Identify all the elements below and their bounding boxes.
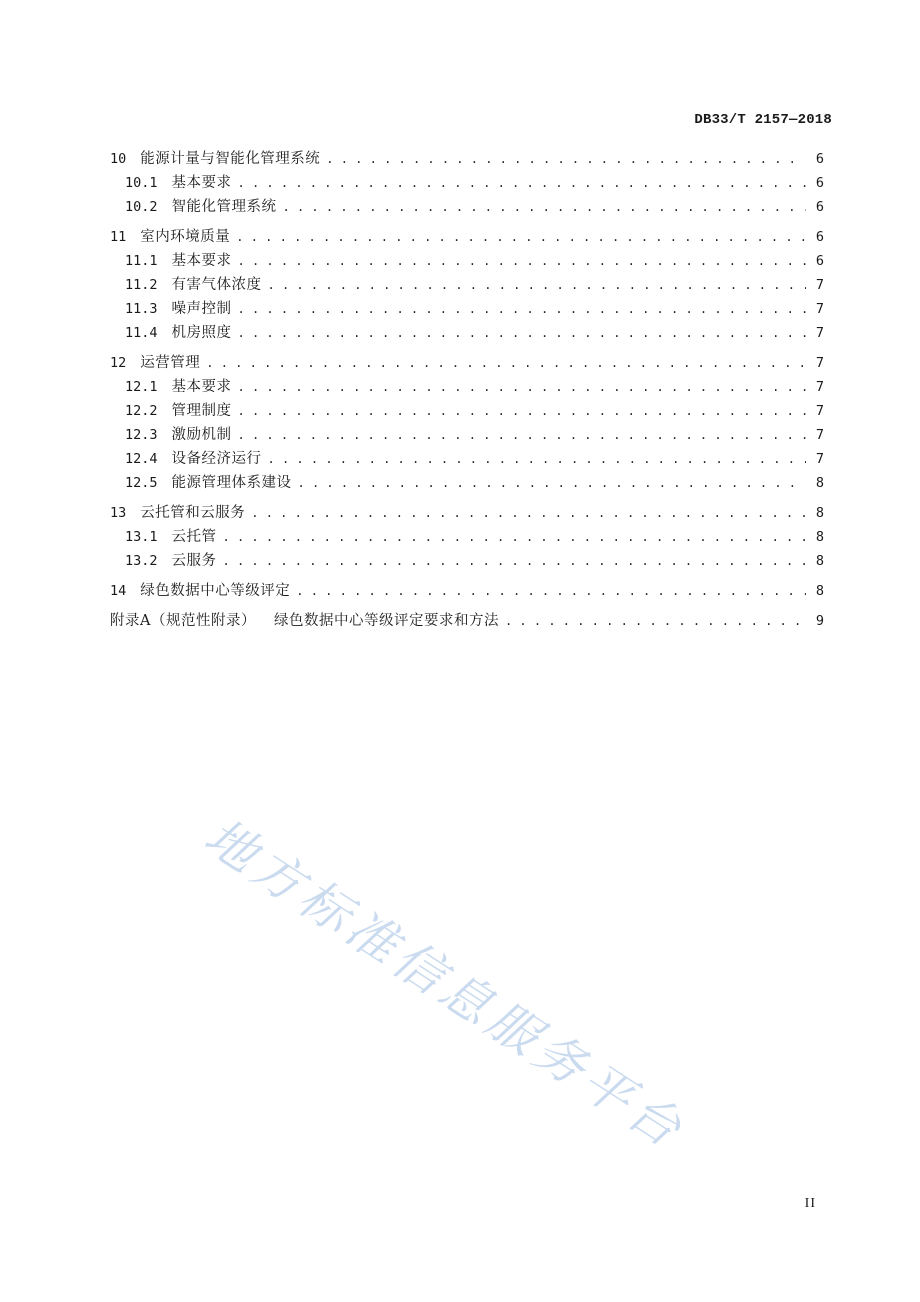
toc-number: 11.4 [125,325,158,341]
toc-page: 6 [815,151,824,167]
toc-title: 绿色数据中心等级评定要求和方法 [273,613,499,629]
toc-title: 设备经济运行 [171,451,262,467]
toc-page: 7 [815,355,824,371]
toc-entry-12-4[interactable] [110,447,824,471]
toc-number: 11.3 [125,301,158,317]
toc-entry-13[interactable] [110,501,824,525]
toc-entry-appendix-a[interactable] [110,609,824,633]
toc-leader [223,549,806,573]
toc-number: 13.2 [125,553,158,569]
toc-leader [238,375,806,399]
toc-leader [298,471,806,495]
toc-title: 智能化管理系统 [171,199,277,215]
toc-page: 8 [815,529,824,545]
toc-page: 7 [815,379,824,395]
toc-entry-10[interactable] [110,147,824,171]
toc-leader [268,273,806,297]
toc-entry-10-1[interactable] [110,171,824,195]
toc-number: 10 [110,151,127,167]
toc-page: 7 [815,451,824,467]
toc-title: 基本要求 [171,379,232,395]
toc-page: 7 [815,277,824,293]
toc-entry-11-4[interactable] [110,321,824,345]
toc-number: 12.2 [125,403,158,419]
toc-title: 云托管 [171,529,217,545]
toc-title: 基本要求 [171,253,232,269]
page-number: II [804,1196,816,1211]
toc-number: 12.5 [125,475,158,491]
toc-leader [296,579,806,603]
document-code: DB33/T 2157—2018 [694,112,832,128]
toc-page: 8 [815,475,824,491]
toc-page: 7 [815,325,824,341]
toc-entry-12-3[interactable] [110,423,824,447]
toc-title: 云托管和云服务 [140,505,246,521]
toc-entry-12[interactable] [110,351,824,375]
toc-entry-12-5[interactable] [110,471,824,495]
toc-number: 11 [110,229,127,245]
toc-leader [283,195,806,219]
toc-entry-10-2[interactable] [110,195,824,219]
toc-page: 7 [815,403,824,419]
toc-number: 12.3 [125,427,158,443]
toc-number: 11.2 [125,277,158,293]
toc-leader [238,171,806,195]
toc-entry-12-1[interactable] [110,375,824,399]
toc-entry-11-1[interactable] [110,249,824,273]
toc-leader [238,321,806,345]
toc-number: 12.4 [125,451,158,467]
toc-leader [238,399,806,423]
toc-page: 8 [815,505,824,521]
toc-page: 6 [815,253,824,269]
toc-leader [238,249,806,273]
toc-leader [326,147,806,171]
toc-entry-11-2[interactable] [110,273,824,297]
toc-leader [268,447,806,471]
toc-page: 7 [815,301,824,317]
toc-entry-13-1[interactable] [110,525,824,549]
toc-number: 12 [110,355,127,371]
toc-title: 云服务 [171,553,217,569]
toc-entry-12-2[interactable] [110,399,824,423]
toc-title: 机房照度 [171,325,232,341]
toc-leader [206,351,806,375]
toc-entry-14[interactable] [110,579,824,603]
toc-title: 管理制度 [171,403,232,419]
toc-number: 13.1 [125,529,158,545]
toc-leader [236,225,806,249]
toc-number: 10.2 [125,199,158,215]
toc-title: 有害气体浓度 [171,277,262,293]
toc-page: 6 [815,229,824,245]
toc-number: 10.1 [125,175,158,191]
toc-page: 6 [815,175,824,191]
toc-title: 运营管理 [140,355,201,371]
toc-leader [238,297,806,321]
toc-title: 能源管理体系建设 [171,475,292,491]
toc-number: 11.1 [125,253,158,269]
toc-title: 激励机制 [171,427,232,443]
toc-title: 绿色数据中心等级评定 [140,583,291,599]
toc-leader [505,609,806,633]
toc-page: 7 [815,427,824,443]
toc-page: 6 [815,199,824,215]
toc-leader [251,501,806,525]
toc-number: 14 [110,583,127,599]
toc-title: 基本要求 [171,175,232,191]
toc-page: 9 [815,613,824,629]
toc-page: 8 [815,553,824,569]
table-of-contents [110,147,824,633]
toc-title: 能源计量与智能化管理系统 [140,151,321,167]
toc-entry-11[interactable] [110,225,824,249]
toc-number: 12.1 [125,379,158,395]
toc-number: 13 [110,505,127,521]
toc-title: 噪声控制 [171,301,232,317]
appendix-prefix: 附录A（规范性附录） [110,613,256,629]
toc-entry-13-2[interactable] [110,549,824,573]
toc-page: 8 [815,583,824,599]
watermark: 地方标准信息服务平台 [194,807,696,1161]
toc-entry-11-3[interactable] [110,297,824,321]
toc-leader [223,525,806,549]
toc-leader [238,423,806,447]
toc-title: 室内环境质量 [140,229,231,245]
